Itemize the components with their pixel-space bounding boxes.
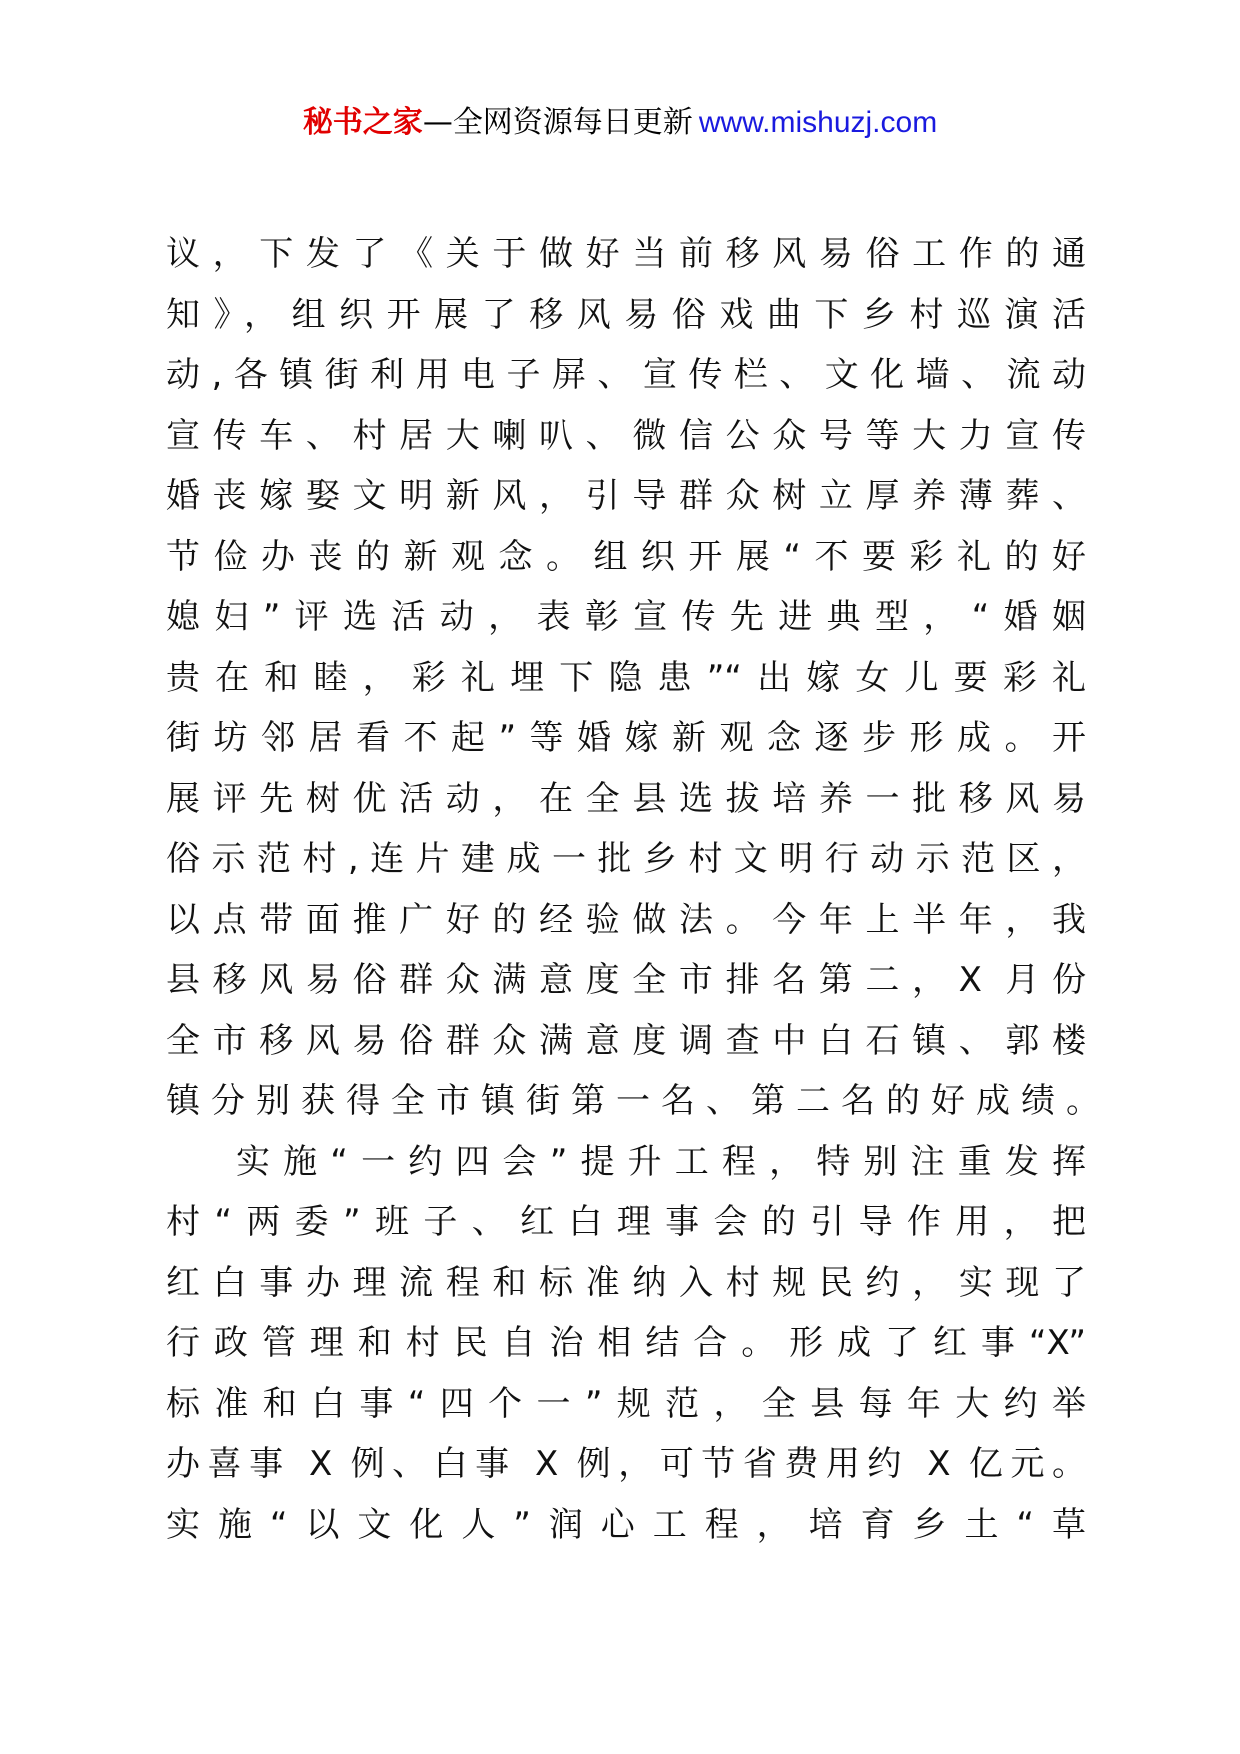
- text-line: 街坊邻居看不起”等婚嫁新观念逐步形成。开: [166, 718, 1086, 758]
- text-line: 标准和白事“四个一”规范，全县每年大约举: [166, 1383, 1086, 1424]
- text-line: 县移风易俗群众满意度全市排名第二，X 月份: [166, 960, 1086, 1000]
- site-tagline: —全网资源每日更新: [422, 105, 693, 140]
- text-line: 节俭办丧的新观念。组织开展“不要彩礼的好: [166, 536, 1086, 577]
- text-line: 实施“一约四会”提升工程，特别注重发挥: [236, 1141, 1086, 1182]
- site-brand: 秘书之家: [302, 105, 423, 140]
- text-line: 动,各镇街利用电子屏、宣传栏、文化墙、流动: [166, 355, 1086, 395]
- text-line: 镇分别获得全市镇街第一名、第二名的好成绩。: [166, 1081, 1111, 1121]
- text-line: 贵在和睦，彩礼埋下隐患”“出嫁女儿要彩礼: [166, 657, 1086, 698]
- text-line: 红白事办理流程和标准纳入村规民约，实现了: [166, 1262, 1086, 1303]
- text-line: 办喜事 X 例、白事 X 例，可节省费用约 X 亿元。: [166, 1444, 1086, 1484]
- text-line: 行政管理和村民自治相结合。形成了红事“X”: [166, 1323, 1086, 1363]
- text-line: 俗示范村,连片建成一批乡村文明行动示范区，: [166, 839, 1086, 879]
- text-line: 全市移风易俗群众满意度调查中白石镇、郭楼: [166, 1020, 1086, 1061]
- text-line: 村“两委”班子、红白理事会的引导作用，把: [166, 1202, 1086, 1242]
- text-line: 以点带面推广好的经验做法。今年上半年，我: [166, 899, 1086, 940]
- text-line: 婚丧嫁娶文明新风，引导群众树立厚养薄葬、: [166, 476, 1086, 516]
- text-line: 宣传车、村居大喇叭、微信公众号等大力宣传: [166, 415, 1086, 456]
- text-line: 实施“以文化人”润心工程，培育乡土“草: [166, 1504, 1086, 1545]
- text-line: 展评先树优活动，在全县选拔培养一批移风易: [166, 778, 1086, 819]
- site-url-link[interactable]: www.mishuzj.com: [698, 106, 938, 139]
- site-header: [0, 98, 1240, 148]
- document-body: [166, 224, 1111, 1555]
- text-line: 议，下发了《关于做好当前移风易俗工作的通: [166, 234, 1086, 274]
- text-line: 知》，组织开展了移风易俗戏曲下乡村巡演活: [166, 294, 1086, 335]
- text-line: 媳妇”评选活动，表彰宣传先进典型，“婚姻: [166, 597, 1086, 637]
